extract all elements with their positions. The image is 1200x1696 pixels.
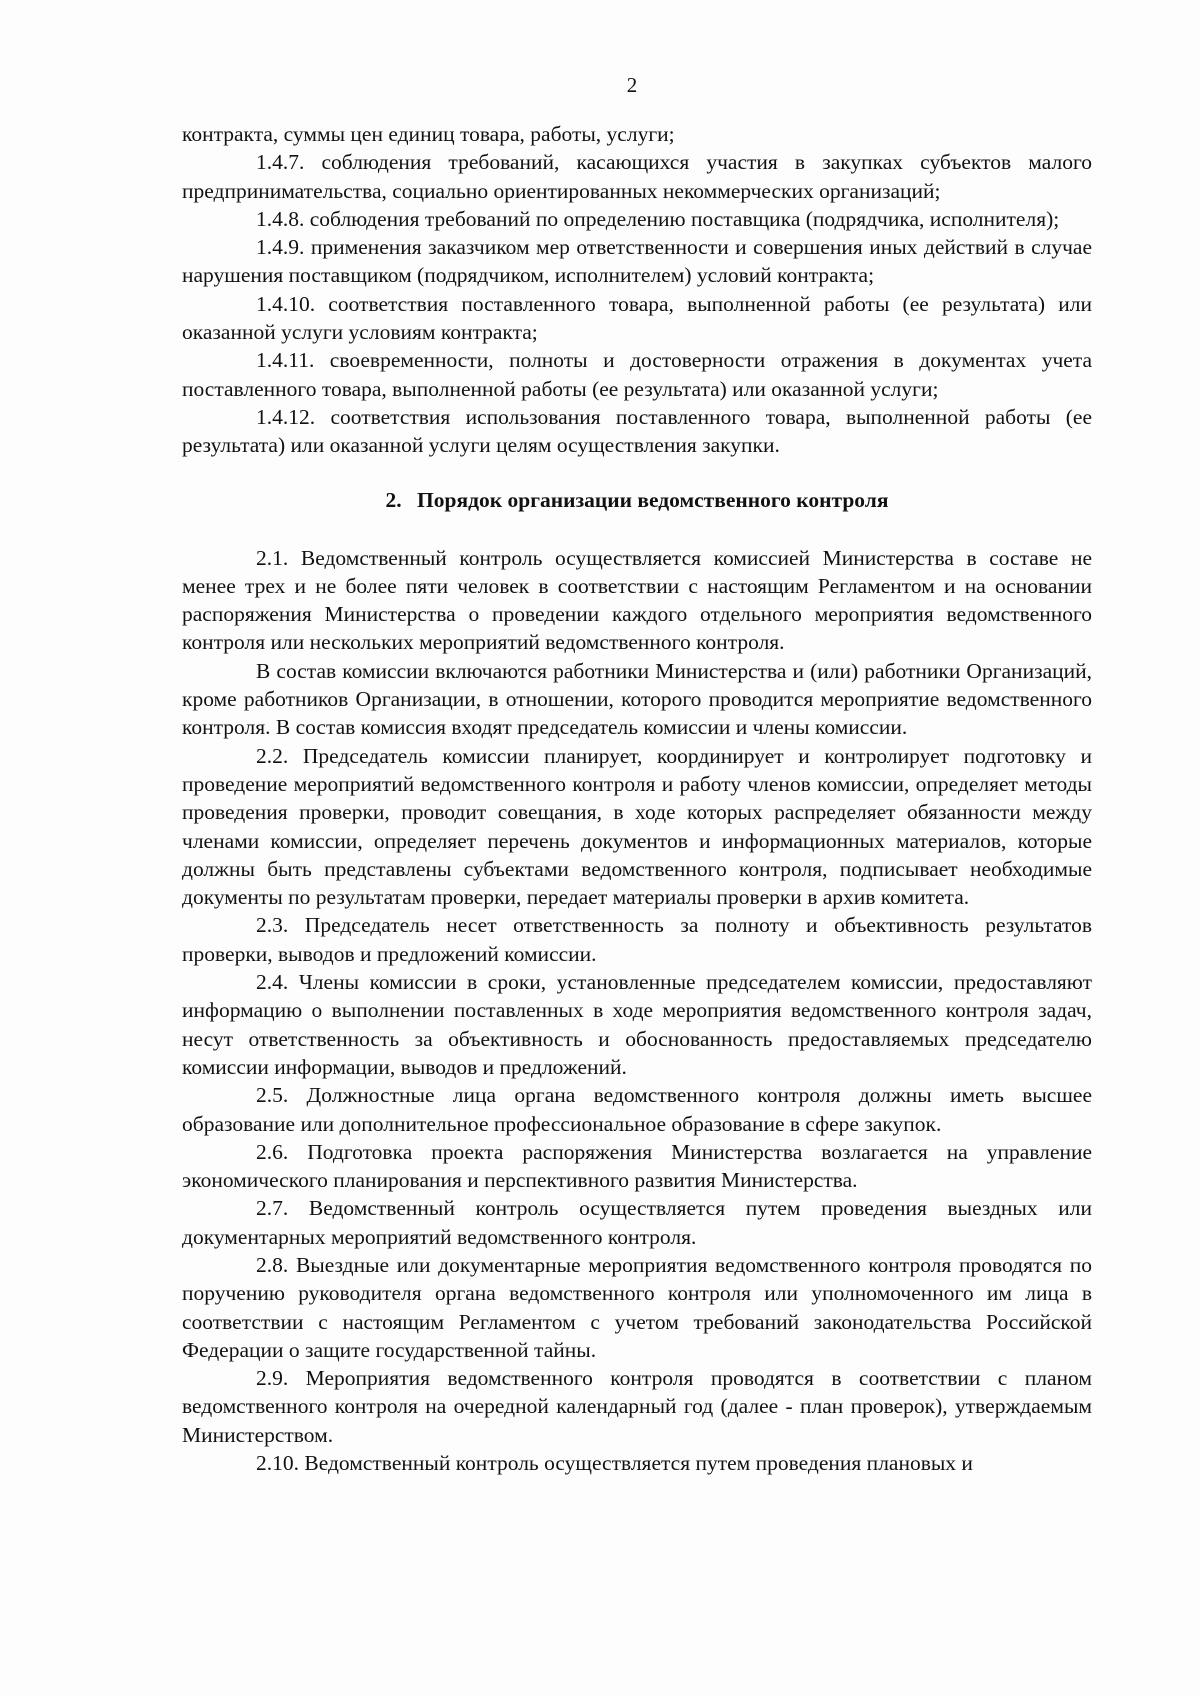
paragraph: В состав комиссии включаются работники Министерства и (или) работники Организаций, кроме работников Организации, в отношении, которого проводится мероприятие ведомственного контроля. В состав комиссия входят председатель комиссии и члены комиссии. (182, 658, 1092, 740)
section-title: Порядок организации ведомственного контроля (417, 487, 889, 512)
paragraph: 2.5. Должностные лица органа ведомственного контроля должны иметь высшее образование или дополнительное профессиональное образование в сфере закупок. (182, 1083, 1092, 1136)
paragraph: 1.4.9. применения заказчиком мер ответственности и совершения иных действий в случае нарушения поставщиком (подрядчиком, исполнителем) условий контракта; (182, 235, 1092, 288)
section-heading (182, 486, 1092, 514)
paragraph: контракта, суммы цен единиц товара, работы, услуги; (182, 122, 675, 146)
paragraph: 2.4. Члены комиссии в сроки, установленные председателем комиссии, предоставляют информацию о выполнении поставленных в ходе мероприятия ведомственного контроля задач, несут ответственность за объективность и обоснованность предоставляемых председателю комиссии информации, выводов и предложений. (182, 970, 1092, 1079)
paragraph: 2.2. Председатель комиссии планирует, координирует и контролирует подготовку и проведение мероприятий ведомственного контроля и работу членов комиссии, определяет методы проведения проверки, проводит совещания, в ходе которых распределяет обязанности между членами комиссии, определяет перечень документов и информационных материалов, которые должны быть представлены субъектами ведомственного контроля, подписывает необходимые документы по результатам проверки, передает материалы проверки в архив комитета. (182, 743, 1092, 910)
paragraph: 2.9. Мероприятия ведомственного контроля проводятся в соответствии с планом ведомственного контроля на очередной календарный год (далее - план проверок), утверждаемым Министерством. (182, 1366, 1092, 1447)
paragraph: 1.4.10. соответствия поставленного товара, выполненной работы (ее результата) или оказанной услуги условиям контракта; (182, 291, 1092, 345)
paragraph: 1.4.11. своевременности, полноты и достоверности отражения в документах учета поставленного товара, выполненной работы (ее результата) или оказанной услуги; (182, 348, 1092, 401)
paragraph: 1.4.8. соблюдения требований по определению поставщика (подрядчика, исполнителя); (256, 206, 1060, 231)
paragraph: 2.3. Председатель несет ответственность за полноту и объективность результатов проверки, выводов и предложений комиссии. (182, 913, 1092, 966)
document-body (182, 120, 1092, 1477)
paragraph: 1.4.7. соблюдения требований, касающихся участия в закупках субъектов малого предпринимательства, социально ориентированных некоммерческих организаций; (182, 150, 1092, 203)
page-number: 2 (626, 73, 638, 97)
paragraph: 2.7. Ведомственный контроль осуществляется путем проведения выездных или документарных мероприятий ведомственного контроля. (182, 1196, 1092, 1249)
section-number: 2. (385, 487, 402, 512)
paragraph: 2.6. Подготовка проекта распоряжения Министерства возлагается на управление экономического планирования и перспективного развития Министерства. (182, 1139, 1092, 1193)
paragraph: 2.1. Ведомственный контроль осуществляется комиссией Министерства в составе не менее трех и не более пяти человек в соответствии с настоящим Регламентом и на основании распоряжения Министерства о проведении каждого отдельного мероприятия ведомственного контроля или нескольких мероприятий ведомственного контроля. (182, 545, 1092, 655)
paragraph: 2.8. Выездные или документарные мероприятия ведомственного контроля проводятся по поручению руководителя органа ведомственного контроля или уполномоченного им лица в соответствии с настоящим Регламентом с учетом требований законодательства Российской Федерации о защите государственной тайны. (182, 1252, 1092, 1362)
paragraph: 1.4.12. соответствия использования поставленного товара, выполненной работы (ее результата) или оказанной услуги целям осуществления закупки. (182, 404, 1092, 458)
paragraph: 2.10. Ведомственный контроль осуществляется путем проведения плановых и (256, 1451, 973, 1476)
